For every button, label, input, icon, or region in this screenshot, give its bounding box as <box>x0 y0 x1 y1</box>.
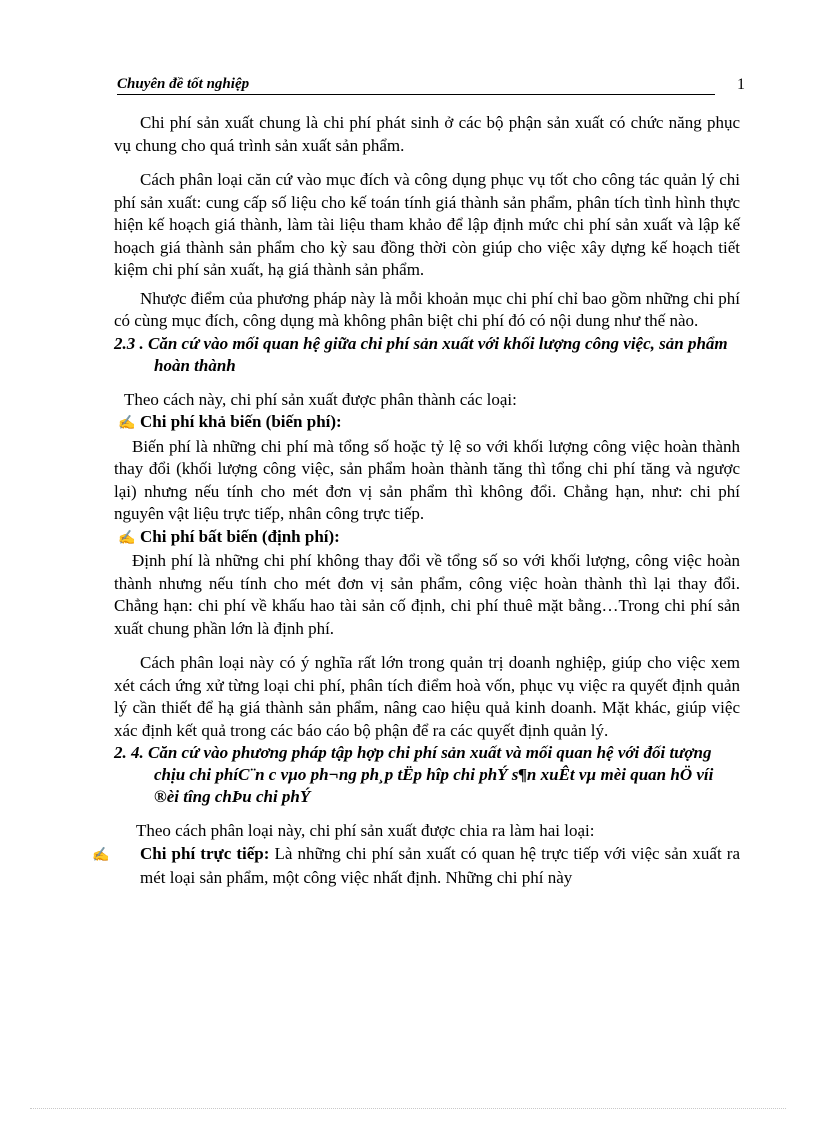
paragraph-overhead-cost: Chi phí sản xuất chung là chi phí phát sinh ở các bộ phận sản xuất có chức năng phục vụ chung cho quá trình sản xuất sản phẩm. <box>114 113 740 155</box>
footer-rule <box>30 1108 786 1109</box>
paragraph-intro-2-3: Theo cách này, chi phí sản xuất được phân thành các loại: <box>124 389 517 409</box>
header-rule <box>117 94 715 95</box>
bullet-variable-cost <box>114 411 740 436</box>
pen-bullet-icon: ✍ <box>118 530 136 546</box>
document-body <box>92 112 740 890</box>
paragraph-disadvantage: Nhược điểm của phương pháp này là mỗi khoản mục chi phí chỉ bao gồm những chi phí có cùng mục đích, công dụng mà không phân biệt chi phí đó có nội dung như thế nào. <box>114 288 740 330</box>
section-heading-2-4: 2. 4. Căn cứ vào phương pháp tập hợp chi phí sản xuất và mối quan hệ với đối tượng chịu chi phíC¨n c vµo ph¬ng ph¸p tËp hîp chi phÝ s¶n xuÊt vµ mèi quan hÖ víi ®èi tîng chÞu chi phÝ <box>114 743 714 806</box>
bullet-fixed-cost <box>114 526 740 551</box>
section-heading-2-3: 2.3 . Căn cứ vào mối quan hệ giữa chi phí sản xuất với khối lượng công việc, sản phẩm hoàn thành <box>114 333 728 375</box>
bullet-fixed-cost-title: Chi phí bất biến (định phí): <box>140 526 340 546</box>
bullet-direct-cost <box>92 843 740 890</box>
paragraph-variable-cost: Biến phí là những chi phí mà tổng số hoặc tỷ lệ so với khối lượng công việc hoàn thành thay đổi (khối lượng công việc, sản phẩm hoàn thành tăng thì tổng chi phí tăng và ngược lại) nhưng nếu tính cho mét đơn vị sản phẩm thì không đổi. Chẳng hạn, như: chi phí nguyên vật liệu trực tiếp, nhân công trực tiếp. <box>114 436 740 523</box>
bullet-variable-cost-title: Chi phí khả biến (biến phí): <box>140 412 342 431</box>
paragraph-fixed-cost: Định phí là những chi phí không thay đổi về tổng số so với khối lượng, công việc hoàn thành nhưng nếu tính cho mét đơn vị sản phẩm, công việc hoàn thành thì lại thay đổi. Chẳng hạn: chi phí về khấu hao tài sản cố định, chi phí thuê mặt bằng…Trong chi phí sản xuất chung phần lớn là định phí. <box>114 551 740 638</box>
page-number: 1 <box>737 76 745 93</box>
paragraph-classification-purpose: Cách phân loại căn cứ vào mục đích và công dụng phục vụ tốt cho công tác quản lý chi phí sản xuất: cung cấp số liệu cho kế toán tính giá thành sản phẩm, phân tích tình hình thực hiện kế hoạch giá thành, làm tài liệu tham khảo để lập định mức chi phí sản xuất và lập kế hoạch giá thành sản phẩm cho kỳ sau đồng thời còn giúp cho việc xây dựng kế hoạch tiết kiệm chi phí sản xuất, hạ giá thành sản phẩm. <box>114 170 740 279</box>
pen-bullet-icon: ✍ <box>118 416 136 431</box>
pen-bullet-icon: ✍ <box>92 847 110 863</box>
paragraph-intro-2-4: Theo cách phân loại này, chi phí sản xuất được chia ra làm hai loại: <box>136 821 595 840</box>
paragraph-classification-meaning: Cách phân loại này có ý nghĩa rất lớn trong quản trị doanh nghiệp, giúp cho việc xem xét cách ứng xử từng loại chi phí, phân tích điểm hoà vốn, phục vụ việc ra quyết định quản lý cần thiết để hạ giá thành sản phẩm, nâng cao hiệu quả kinh doanh. Mặt khác, giúp việc xác định kết quả trong các báo cáo bộ phận để ra các quyết định quản lý. <box>114 653 740 740</box>
bullet-direct-cost-title: Chi phí trực tiếp: <box>140 843 270 863</box>
page-header <box>117 72 747 98</box>
bullet-direct-cost-text: Là những chi phí sản xuất có quan hệ trực tiếp với việc sản xuất ra mét loại sản phẩm, một công việc nhất định. Những chi phí này <box>140 843 740 887</box>
header-title: Chuyên đề tốt nghiệp <box>117 76 250 92</box>
